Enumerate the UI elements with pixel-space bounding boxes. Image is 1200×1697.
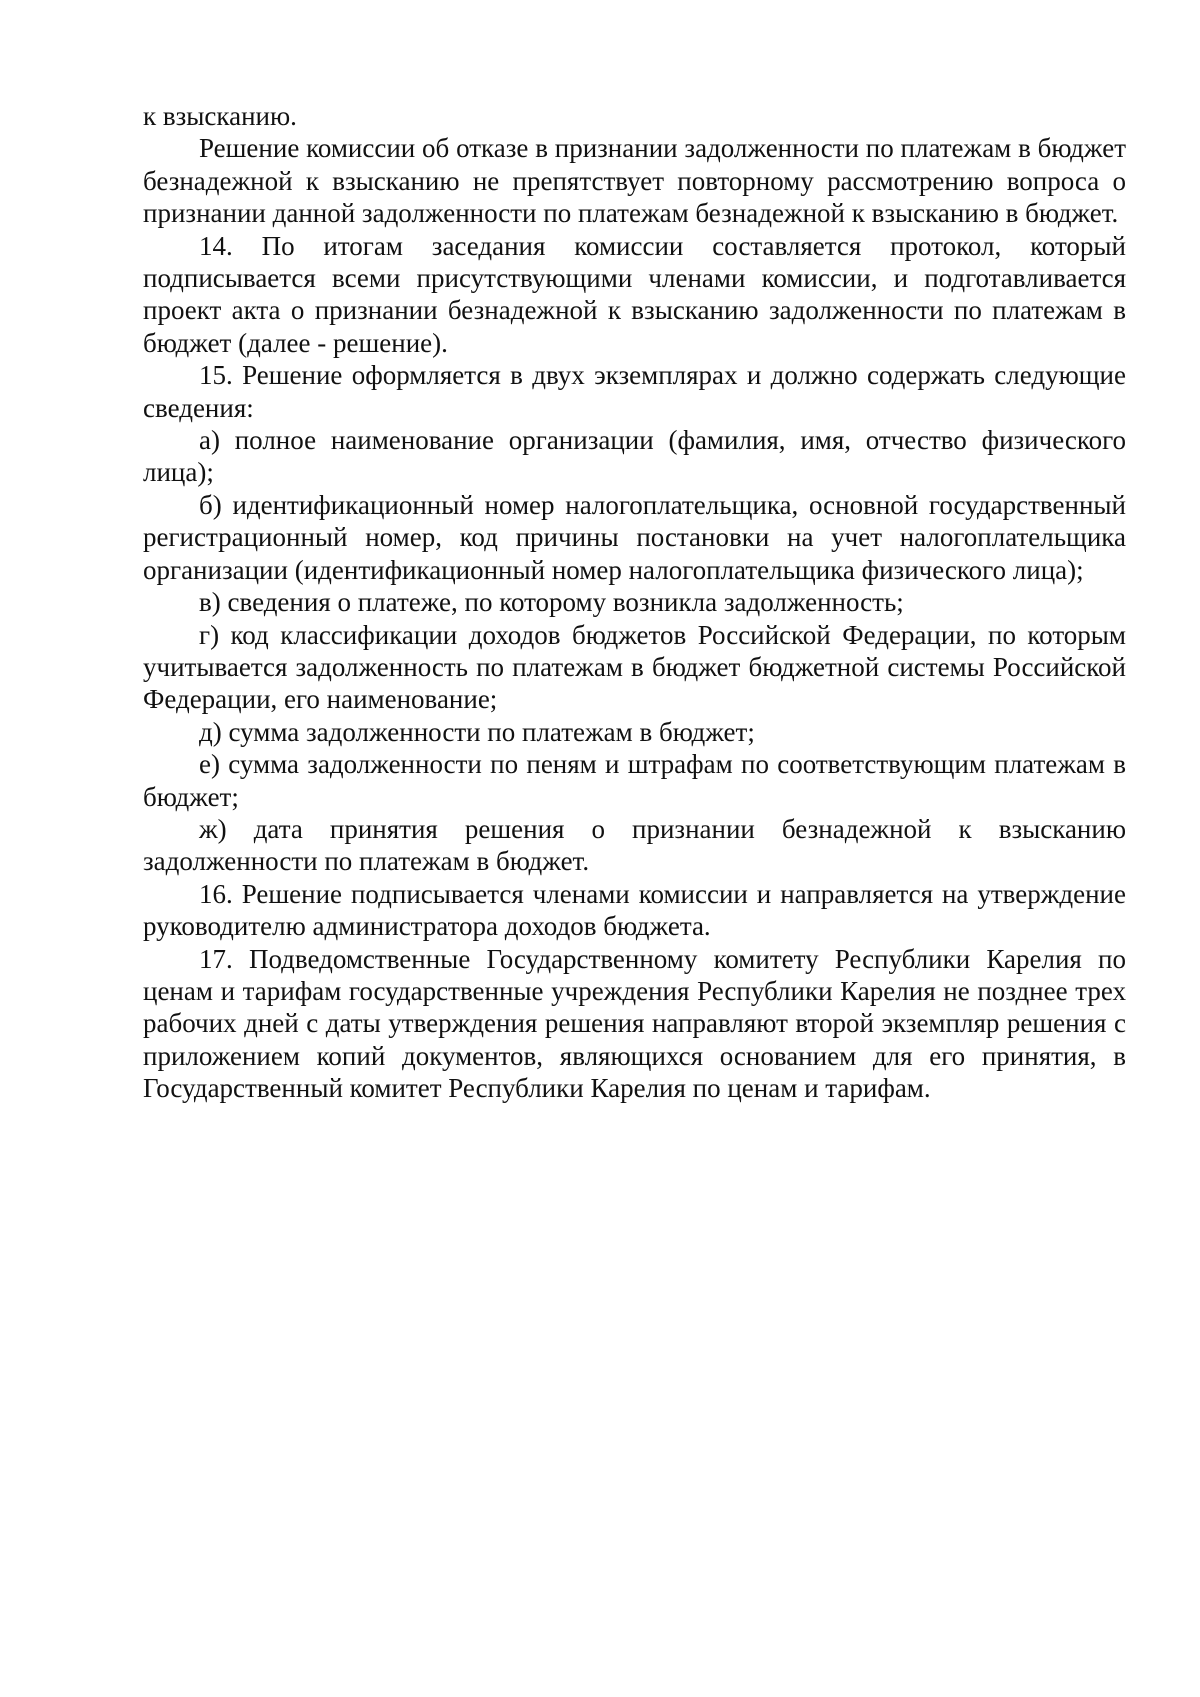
list-item-zh: ж) дата принятия решения о признании безнадежной к взысканию задолженности по платежам в бюджет. bbox=[143, 813, 1126, 877]
list-item-b: б) идентификационный номер налогоплательщика, основной государственный регистрационный номер, код причины постановки на учет налогоплательщика организации (идентификационный номер налогоплательщика физического лица); bbox=[143, 489, 1126, 585]
paragraph-15: 15. Решение оформляется в двух экземплярах и должно содержать следующие сведения: bbox=[143, 360, 1126, 423]
list-item-e: е) сумма задолженности по пеням и штрафам по соответствующим платежам в бюджет; bbox=[143, 749, 1126, 812]
paragraph-17: 17. Подведомственные Государственному комитету Республики Карелия по ценам и тарифам государственные учреждения Республики Карелия не позднее трех рабочих дней с даты утверждения решения направляют второй экземпляр решения с приложением копий документов, являющихся основанием для его принятия, в Государственный комитет Республики Карелия по ценам и тарифам. bbox=[143, 943, 1126, 1104]
paragraph-16: 16. Решение подписывается членами комиссии и направляется на утверждение руководителю администратора доходов бюджета. bbox=[143, 878, 1126, 942]
paragraph-continuation: к взысканию. bbox=[143, 101, 297, 131]
list-item-d: д) сумма задолженности по платежам в бюджет; bbox=[199, 716, 755, 747]
list-item-g: г) код классификации доходов бюджетов Российской Федерации, по которым учитывается задолженность по платежам в бюджет бюджетной системы Российской Федерации, его наименование; bbox=[143, 619, 1126, 715]
list-item-v: в) сведения о платеже, по которому возникла задолженность; bbox=[199, 587, 904, 618]
paragraph-refusal-decision: Решение комиссии об отказе в признании задолженности по платежам в бюджет безнадежной к взысканию не препятствует повторному рассмотрению вопроса о признании данной задолженности по платежам безнадежной к взысканию в бюджет. bbox=[143, 133, 1126, 229]
paragraph-14: 14. По итогам заседания комиссии составляется протокол, который подписывается всеми присутствующими членами комиссии, и подготавливается проект акта о признании безнадежной к взысканию задолженности по платежам в бюджет (далее - решение). bbox=[143, 230, 1126, 358]
list-item-a: а) полное наименование организации (фамилия, имя, отчество физического лица); bbox=[143, 425, 1126, 488]
document-page bbox=[143, 100, 1126, 1105]
